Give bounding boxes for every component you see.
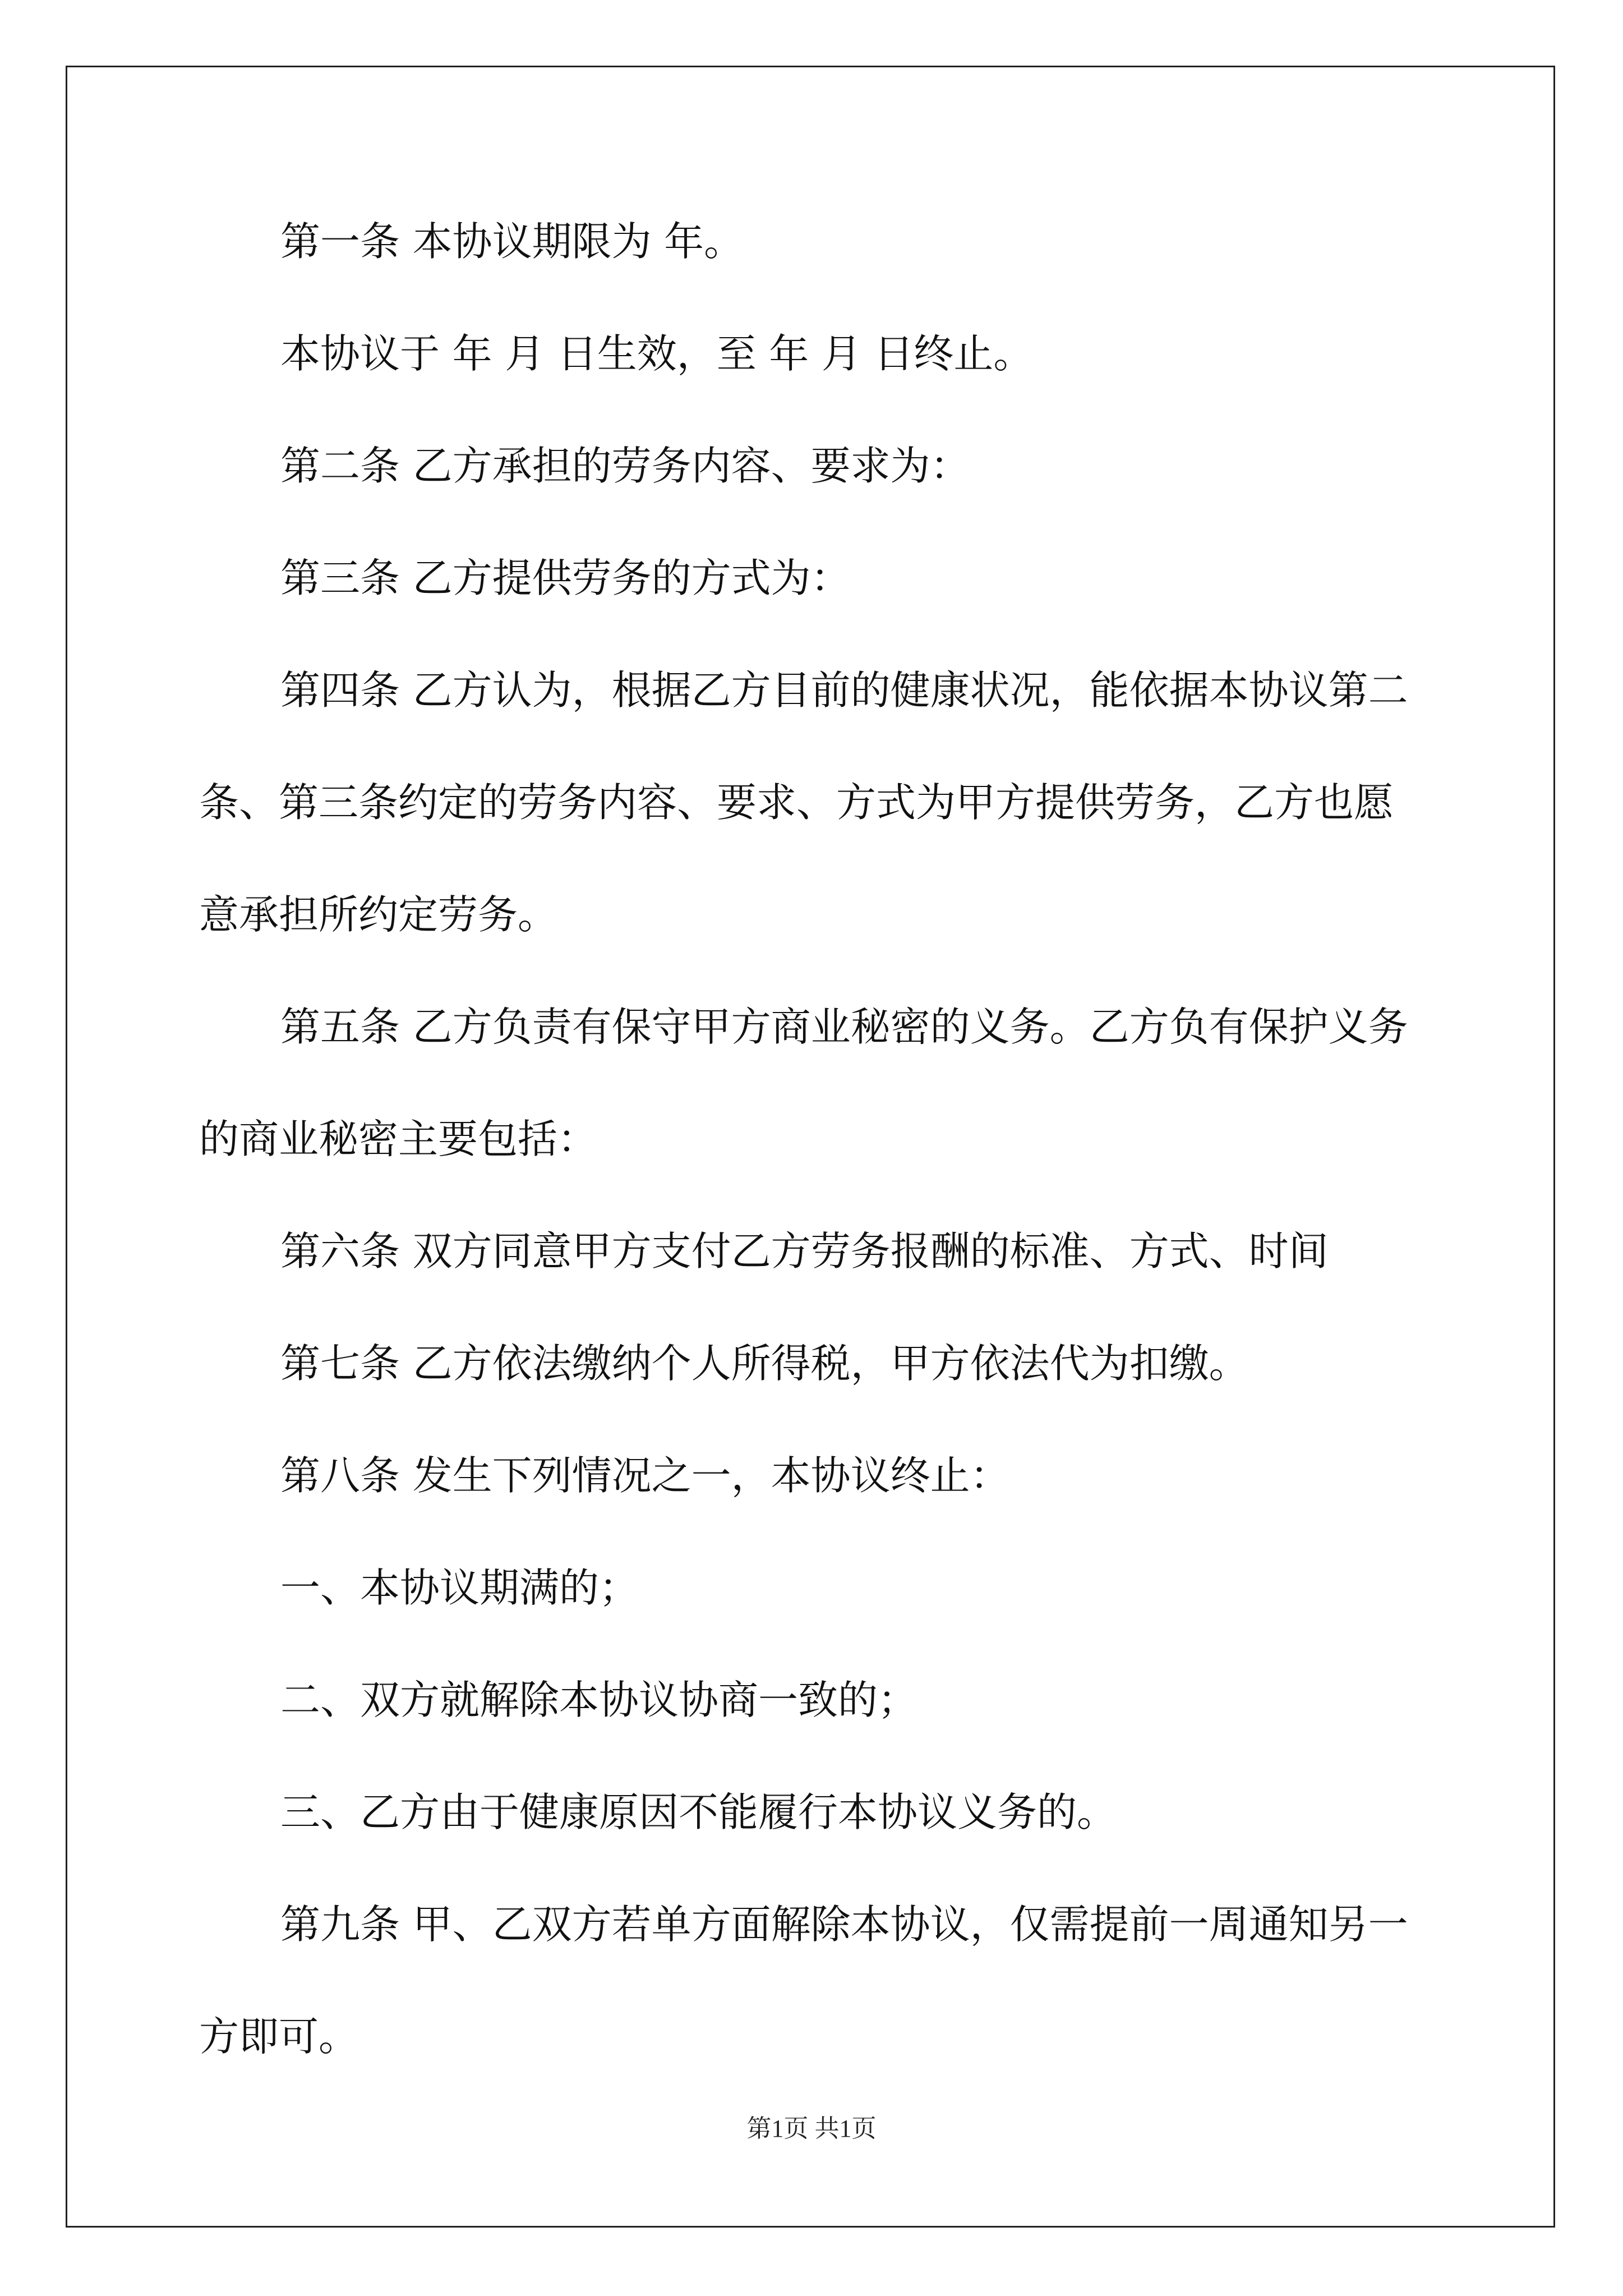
paragraph-line-1: 第一条 本协议期限为 年。 <box>280 218 744 265</box>
paragraph-line-10: 第六条 双方同意甲方支付乙方劳务报酬的标准、方式、时间 <box>280 1228 1329 1274</box>
paragraph-line-6: 条、第三条约定的劳务内容、要求、方式为甲方提供劳务，乙方也愿 <box>199 779 1394 826</box>
paragraph-line-7: 意承担所约定劳务。 <box>199 891 558 938</box>
paragraph-line-17: 方即可。 <box>199 2013 359 2060</box>
paragraph-line-13: 一、本协议期满的； <box>280 1565 639 1611</box>
paragraph-line-16: 第九条 甲、乙双方若单方面解除本协议，仅需提前一周通知另一 <box>280 1901 1408 1948</box>
paragraph-line-12: 第八条 发生下列情况之一，本协议终止： <box>280 1452 1010 1499</box>
paragraph-line-8: 第五条 乙方负责有保守甲方商业秘密的义务。乙方负有保护义务 <box>280 1004 1408 1050</box>
paragraph-line-9: 的商业秘密主要包括： <box>199 1116 598 1162</box>
paragraph-line-14: 二、双方就解除本协议协商一致的； <box>280 1677 918 1723</box>
paragraph-line-2: 本协议于 年 月 日生效，至 年 月 日终止。 <box>280 330 1034 377</box>
paragraph-line-4: 第三条 乙方提供劳务的方式为： <box>280 555 851 601</box>
paragraph-line-3: 第二条 乙方承担的劳务内容、要求为： <box>280 443 970 489</box>
page-footer: 第1页 共1页 <box>746 2115 877 2142</box>
paragraph-line-15: 三、乙方由于健康原因不能履行本协议义务的。 <box>280 1789 1117 1835</box>
paragraph-line-5: 第四条 乙方认为，根据乙方目前的健康状况，能依据本协议第二 <box>280 667 1408 714</box>
paragraph-line-11: 第七条 乙方依法缴纳个人所得税，甲方依法代为扣缴。 <box>280 1340 1249 1387</box>
